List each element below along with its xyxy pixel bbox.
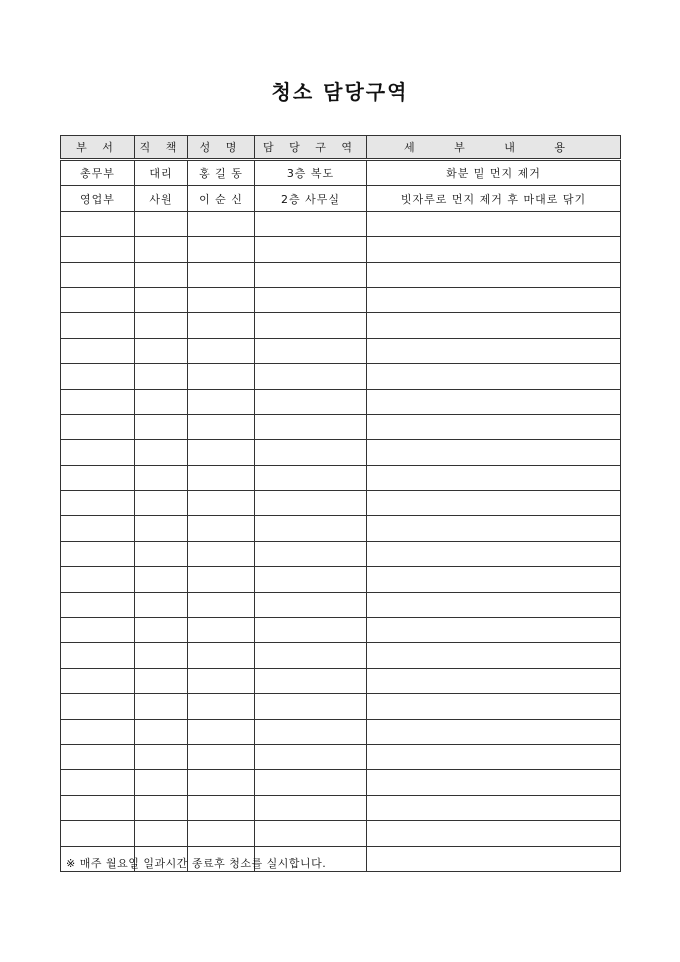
cell-name — [188, 414, 255, 439]
table-row — [61, 414, 621, 439]
cell-area: 3층 복도 — [255, 160, 367, 186]
cell-name: 이 순 신 — [188, 186, 255, 211]
cell-position — [135, 541, 188, 566]
cell-details — [367, 694, 621, 719]
table-row — [61, 160, 621, 186]
cell-details — [367, 744, 621, 769]
table-row — [61, 389, 621, 414]
cell-name — [188, 719, 255, 744]
cell-details — [367, 313, 621, 338]
cell-name — [188, 821, 255, 846]
cell-position — [135, 821, 188, 846]
cell-area — [255, 592, 367, 617]
cell-position — [135, 770, 188, 795]
cell-details — [367, 491, 621, 516]
cell-position — [135, 618, 188, 643]
cell-name — [188, 770, 255, 795]
cell-department: 총무부 — [61, 160, 135, 186]
cell-details — [367, 414, 621, 439]
cell-details — [367, 338, 621, 363]
table-row — [61, 211, 621, 236]
cell-details — [367, 389, 621, 414]
cell-area — [255, 237, 367, 262]
cell-area: 2층 사무실 — [255, 186, 367, 211]
cell-position — [135, 668, 188, 693]
cell-area — [255, 694, 367, 719]
cell-position — [135, 567, 188, 592]
table-row — [61, 541, 621, 566]
cell-department — [61, 744, 135, 769]
cell-area — [255, 770, 367, 795]
cell-area — [255, 262, 367, 287]
table-row — [61, 440, 621, 465]
cell-details — [367, 643, 621, 668]
table-row — [61, 744, 621, 769]
cell-position — [135, 313, 188, 338]
cell-department — [61, 414, 135, 439]
table-row — [61, 719, 621, 744]
cell-name — [188, 643, 255, 668]
cell-position — [135, 643, 188, 668]
cell-name — [188, 389, 255, 414]
cell-department — [61, 237, 135, 262]
table-row — [61, 287, 621, 312]
cell-area — [255, 491, 367, 516]
table-row — [61, 770, 621, 795]
cell-details — [367, 465, 621, 490]
cell-name — [188, 744, 255, 769]
cell-details — [367, 237, 621, 262]
cell-department — [61, 287, 135, 312]
cell-department — [61, 338, 135, 363]
cell-department — [61, 694, 135, 719]
cell-area — [255, 414, 367, 439]
cell-area — [255, 465, 367, 490]
cell-area — [255, 668, 367, 693]
cell-department — [61, 770, 135, 795]
footnote: ※ 매주 월요일 일과시간 종료후 청소를 실시합니다. — [66, 857, 327, 870]
cell-department: 영업부 — [61, 186, 135, 211]
cell-details — [367, 567, 621, 592]
cell-details — [367, 440, 621, 465]
table-header-row — [61, 136, 621, 160]
cell-details — [367, 846, 621, 871]
cell-position — [135, 211, 188, 236]
cell-name — [188, 592, 255, 617]
cell-name — [188, 618, 255, 643]
header-position: 직 책 — [135, 136, 188, 160]
cell-department — [61, 262, 135, 287]
table-row — [61, 668, 621, 693]
table-body — [61, 160, 621, 872]
cell-name — [188, 262, 255, 287]
cell-name — [188, 338, 255, 363]
cell-area — [255, 516, 367, 541]
cell-department — [61, 643, 135, 668]
table-row — [61, 364, 621, 389]
table-row — [61, 338, 621, 363]
cleaning-table-container — [60, 135, 620, 872]
cell-area — [255, 643, 367, 668]
cell-area — [255, 313, 367, 338]
cell-area — [255, 287, 367, 312]
cleaning-assignment-table — [60, 135, 621, 872]
cell-department — [61, 795, 135, 820]
cell-position — [135, 237, 188, 262]
cell-department — [61, 491, 135, 516]
cell-position — [135, 744, 188, 769]
cell-details — [367, 262, 621, 287]
table-row — [61, 262, 621, 287]
cell-position — [135, 338, 188, 363]
page-title: 청소 담당구역 — [271, 80, 409, 104]
cell-details — [367, 592, 621, 617]
cell-name — [188, 211, 255, 236]
cell-position — [135, 694, 188, 719]
table-row — [61, 186, 621, 211]
cell-position: 대리 — [135, 160, 188, 186]
cell-area — [255, 440, 367, 465]
table-row — [61, 567, 621, 592]
cell-area — [255, 744, 367, 769]
table-row — [61, 643, 621, 668]
cell-position — [135, 795, 188, 820]
cell-position — [135, 491, 188, 516]
cell-details — [367, 287, 621, 312]
cell-details — [367, 821, 621, 846]
cell-area — [255, 389, 367, 414]
table-row — [61, 821, 621, 846]
cell-name — [188, 694, 255, 719]
cell-details — [367, 719, 621, 744]
cell-position — [135, 465, 188, 490]
cell-details: 빗자루로 먼지 제거 후 마대로 닦기 — [367, 186, 621, 211]
cell-position — [135, 287, 188, 312]
cell-department — [61, 668, 135, 693]
cell-name — [188, 364, 255, 389]
cell-name — [188, 237, 255, 262]
cell-area — [255, 541, 367, 566]
cell-position — [135, 389, 188, 414]
cell-position — [135, 364, 188, 389]
cell-department — [61, 541, 135, 566]
cell-position — [135, 414, 188, 439]
cell-position — [135, 440, 188, 465]
cell-name — [188, 795, 255, 820]
table-row — [61, 592, 621, 617]
table-row — [61, 237, 621, 262]
cell-name — [188, 287, 255, 312]
cell-position — [135, 262, 188, 287]
cell-area — [255, 719, 367, 744]
cell-area — [255, 567, 367, 592]
cell-details — [367, 770, 621, 795]
cell-department — [61, 567, 135, 592]
cell-details — [367, 618, 621, 643]
cell-department — [61, 821, 135, 846]
cell-name — [188, 313, 255, 338]
cell-name — [188, 567, 255, 592]
cell-department — [61, 719, 135, 744]
cell-area — [255, 211, 367, 236]
cell-department — [61, 211, 135, 236]
cell-area — [255, 618, 367, 643]
cell-department — [61, 389, 135, 414]
cell-department — [61, 618, 135, 643]
cell-name: 홍 길 동 — [188, 160, 255, 186]
cell-area — [255, 821, 367, 846]
header-details: 세 부 내 용 — [367, 136, 621, 160]
cell-details — [367, 668, 621, 693]
cell-department — [61, 516, 135, 541]
cell-area — [255, 364, 367, 389]
cell-details — [367, 516, 621, 541]
header-area: 담 당 구 역 — [255, 136, 367, 160]
table-row — [61, 491, 621, 516]
cell-details — [367, 795, 621, 820]
cell-department — [61, 465, 135, 490]
cell-name — [188, 491, 255, 516]
table-row — [61, 795, 621, 820]
header-department: 부 서 — [61, 136, 135, 160]
cell-name — [188, 541, 255, 566]
table-row — [61, 694, 621, 719]
cell-position: 사원 — [135, 186, 188, 211]
cell-details — [367, 541, 621, 566]
cell-name — [188, 516, 255, 541]
table-row — [61, 465, 621, 490]
cell-department — [61, 592, 135, 617]
cell-position — [135, 592, 188, 617]
cell-details — [367, 211, 621, 236]
table-row — [61, 313, 621, 338]
table-row — [61, 618, 621, 643]
cell-position — [135, 719, 188, 744]
table-row — [61, 516, 621, 541]
cell-department — [61, 364, 135, 389]
cell-name — [188, 465, 255, 490]
cell-area — [255, 338, 367, 363]
cell-department — [61, 440, 135, 465]
cell-area — [255, 795, 367, 820]
cell-name — [188, 668, 255, 693]
cell-position — [135, 516, 188, 541]
cell-name — [188, 440, 255, 465]
cell-department — [61, 313, 135, 338]
header-name: 성 명 — [188, 136, 255, 160]
cell-details — [367, 364, 621, 389]
cell-details: 화분 밑 먼지 제거 — [367, 160, 621, 186]
